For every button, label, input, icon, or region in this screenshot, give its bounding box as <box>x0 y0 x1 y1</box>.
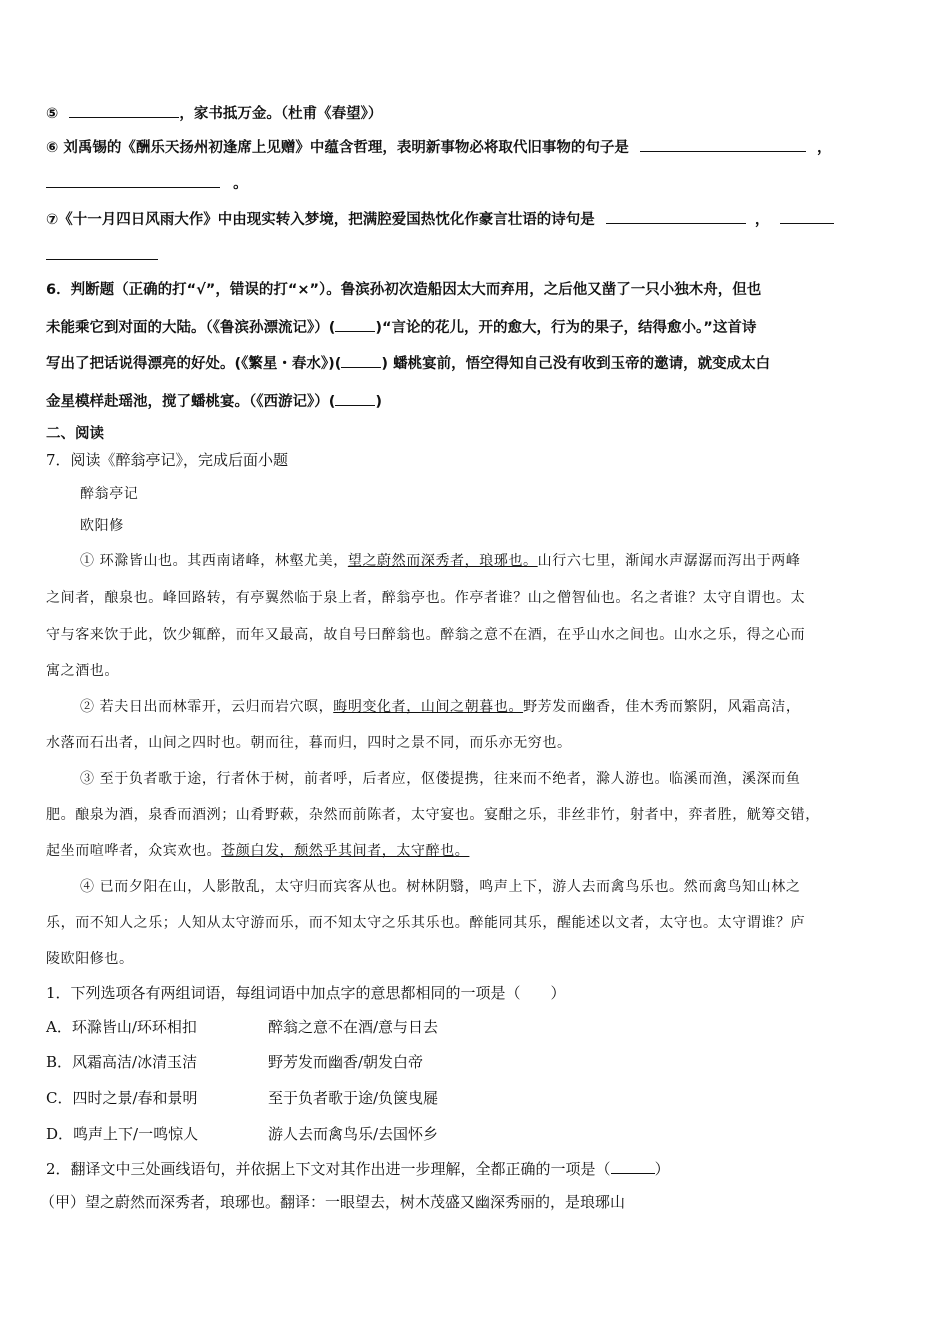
p1-line2: 之间者，酿泉也。峰回路转，有亭翼然临于泉上者，醉翁亭也。作亭者谁？山之僧智仙也。名之者谁？太守自谓也。太 <box>46 590 806 606</box>
option-d[interactable] <box>46 1124 926 1144</box>
option-c-left: C．四时之景/春和景明 <box>46 1089 198 1107</box>
sub2-jia: （甲）望之蔚然而深秀者，琅琊也。翻译：一眼望去，树木茂盛又幽深秀丽的，是琅琊山 <box>40 1193 626 1211</box>
answer-blank[interactable] <box>46 172 220 188</box>
underlined-sentence-yi: 晦明变化者，山间之朝暮也。 <box>333 699 524 715</box>
q6-text: 未能乘它到对面的大陆。（《鲁滨孙漂流记》）( <box>46 320 336 336</box>
q5-item7 <box>46 208 834 230</box>
q7-intro: 7．阅读《醉翁亭记》，完成后面小题 <box>46 451 289 469</box>
sub2-stem <box>46 1158 670 1179</box>
q6-text: 金星模样赴瑶池，搅了蟠桃宴。（《西游记》）( <box>46 394 336 410</box>
item7-text: ⑦《十一月四日风雨大作》中由现实转入梦境，把满腔爱国热忱化作豪言壮语的诗句是 <box>46 212 595 228</box>
p2-line1 <box>80 697 800 717</box>
q5-item6-cont <box>46 172 248 194</box>
q6-line2 <box>46 316 756 338</box>
sub2-text: ） <box>654 1160 670 1178</box>
answer-blank[interactable] <box>46 244 158 260</box>
essay-author: 欧阳修 <box>80 518 124 534</box>
p4-line2: 乐，而不知人之乐；人知从太守游而乐，而不知太守之乐其乐也。醉能同其乐，醒能述以文者，太守也。太守谓谁？庐 <box>46 915 806 931</box>
answer-blank[interactable] <box>335 390 375 406</box>
section-heading: 二、阅读 <box>46 426 104 442</box>
p1-line3: 守与客来饮于此，饮少辄醉，而年又最高，故自号曰醉翁也。醉翁之意不在酒，在乎山水之间也。山水之乐，得之心而 <box>46 627 806 643</box>
option-a-left: A．环滁皆山/环环相扣 <box>46 1018 197 1036</box>
sub1-stem: 1．下列选项各有两组词语，每组词语中加点字的意思都相同的一项是（ ） <box>46 984 566 1002</box>
q6-text: ) <box>375 394 383 410</box>
essay-text: 起坐而喧哗者，众宾欢也。 <box>46 843 222 859</box>
q6-line1: 6．判断题（正确的打“√”，错误的打“×”）。鲁滨孙初次造船因太大而弃用，之后他又凿了一只小独木舟，但也 <box>46 282 762 298</box>
q5-item6 <box>46 136 831 158</box>
option-b[interactable] <box>46 1052 926 1072</box>
option-c-right: 至于负者歌于途/负箧曳屣 <box>268 1089 439 1107</box>
underlined-sentence-bing: 苍颜白发，颓然乎其间者，太守醉也。 <box>221 843 470 859</box>
answer-blank[interactable] <box>335 316 375 332</box>
option-d-left: D．鸣声上下/一鸣惊人 <box>46 1125 199 1143</box>
option-a-right: 醉翁之意不在酒/意与日去 <box>268 1018 439 1036</box>
item5-text: ，家书抵万金。（杜甫《春望》） <box>179 106 383 122</box>
essay-text: 野芳发而幽香，佳木秀而繁阴，风霜高洁， <box>523 699 801 715</box>
option-d-right: 游人去而禽鸟乐/去国怀乡 <box>268 1125 439 1143</box>
p3-line1: ③ 至于负者歌于途，行者休于树，前者呼，后者应，伛偻提携，往来而不绝者，滁人游也。临溪而渔，溪深而鱼 <box>80 771 801 787</box>
essay-title: 醉翁亭记 <box>80 486 139 502</box>
answer-blank[interactable] <box>341 352 381 368</box>
item6-comma: ， <box>816 140 832 156</box>
item5-number: ⑤ <box>46 106 59 122</box>
q5-item5 <box>46 102 382 124</box>
option-b-right: 野芳发而幽香/朝发白帝 <box>268 1053 424 1071</box>
option-a[interactable] <box>46 1017 926 1037</box>
answer-blank[interactable] <box>611 1158 655 1174</box>
option-b-left: B．风霜高洁/冰清玉洁 <box>46 1053 198 1071</box>
option-c[interactable] <box>46 1088 926 1108</box>
sub2-text: 2．翻译文中三处画线语句，并依据上下文对其作出进一步理解，全都正确的一项是（ <box>46 1160 611 1178</box>
p1-line4: 寓之酒也。 <box>46 663 119 679</box>
p2-line2: 水落而石出者，山间之四时也。朝而往，暮而归，四时之景不同，而乐亦无穷也。 <box>46 735 572 751</box>
item7-comma: ， <box>754 212 770 228</box>
q6-text: )“言论的花儿，开的愈大，行为的果子，结得愈小。”这首诗 <box>375 320 757 336</box>
p4-line1: ④ 已而夕阳在山，人影散乱，太守归而宾客从也。树林阴翳，鸣声上下，游人去而禽鸟乐也。然而禽鸟知山林之 <box>80 879 801 895</box>
item6-text: ⑥ 刘禹锡的《酬乐天扬州初逢席上见赠》中蕴含哲理，表明新事物必将取代旧事物的句子是 <box>46 140 629 156</box>
answer-blank[interactable] <box>780 208 834 224</box>
p1-line1 <box>80 551 800 571</box>
answer-blank[interactable] <box>69 102 179 118</box>
answer-blank[interactable] <box>640 136 806 152</box>
q6-line3 <box>46 352 770 374</box>
q6-text: 写出了把话说得漂亮的好处。(《繁星・春水》)( <box>46 356 342 372</box>
q6-line4 <box>46 390 382 412</box>
p3-line3 <box>46 841 469 861</box>
underlined-sentence-jia: 望之蔚然而深秀者，琅琊也。 <box>347 553 538 569</box>
item6-end: 。 <box>233 176 248 192</box>
answer-blank[interactable] <box>606 208 746 224</box>
p4-line3: 陵欧阳修也。 <box>46 951 134 967</box>
q6-text: ) 蟠桃宴前，悟空得知自己没有收到玉帝的邀请，就变成太白 <box>381 356 771 372</box>
essay-text: ② 若夫日出而林霏开，云归而岩穴暝， <box>80 699 334 715</box>
essay-text: ① 环滁皆山也。其西南诸峰，林壑尤美， <box>80 553 348 569</box>
essay-text: 山行六七里，渐闻水声潺潺而泻出于两峰 <box>537 553 801 569</box>
q5-item7-cont <box>46 244 158 266</box>
p3-line2: 肥。酿泉为酒，泉香而酒洌；山肴野蔌，杂然而前陈者，太守宴也。宴酣之乐，非丝非竹，射者中，弈者胜，觥筹交错， <box>46 807 820 823</box>
